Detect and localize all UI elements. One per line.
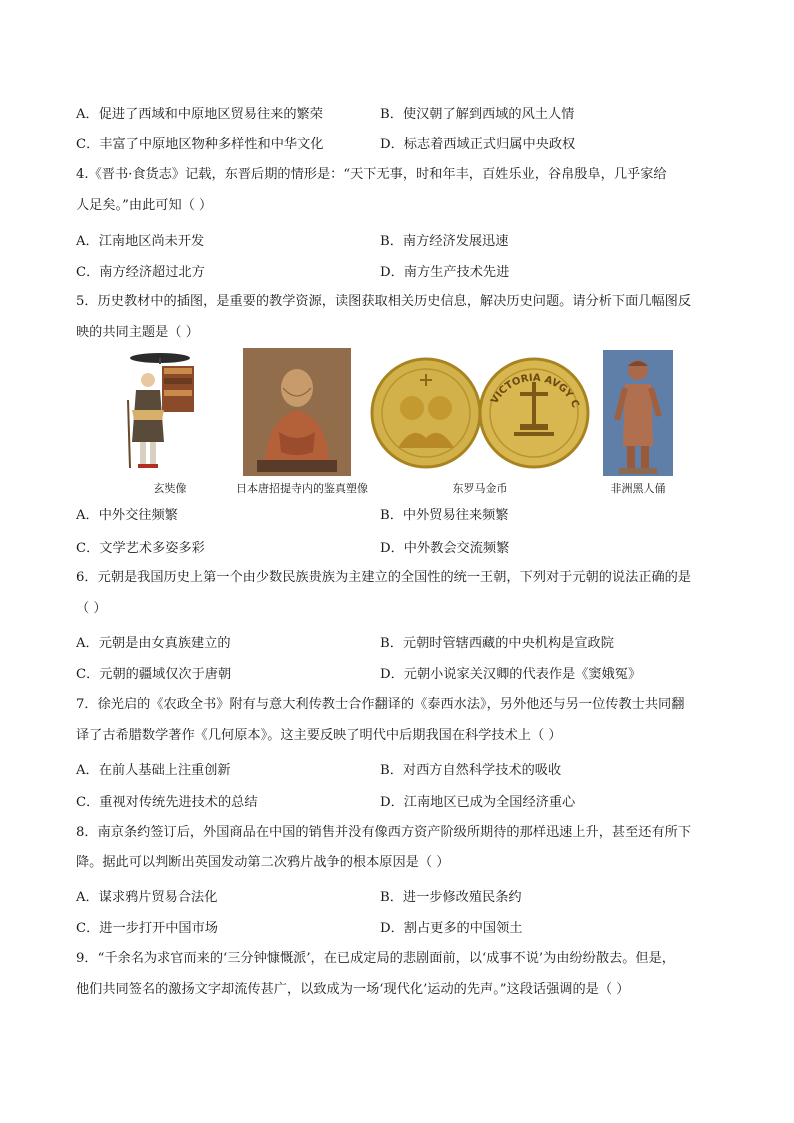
q7-option-a[interactable]: A．在前人基础上注重创新: [76, 763, 231, 778]
caption-jianzhen: 日本唐招提寺内的鉴真塑像: [236, 482, 368, 495]
q5-stem-line1: 5．历史教材中的插图，是重要的教学资源，读图获取相关历史信息，解决历史问题。请分析下面几幅图反: [76, 294, 692, 309]
african-figurine-illustration: [603, 350, 673, 476]
xuanzang-figure: [118, 350, 214, 478]
caption-african-figurine: 非洲黑人俑: [610, 482, 666, 495]
q4-stem-line1: 4.《晋书·食货志》记载，东晋后期的情形是：“天下无事，时和年丰，百姓乐业，谷帛殷阜，几乎家给: [76, 167, 667, 182]
q3-option-b[interactable]: B．使汉朝了解到西域的风土人情: [380, 107, 575, 122]
q3-option-d[interactable]: D．标志着西域正式归属中央政权: [380, 137, 576, 152]
q3-option-a[interactable]: A．促进了西域和中原地区贸易往来的繁荣: [76, 107, 323, 122]
byzantine-coin-figure: [370, 352, 590, 474]
q4-option-c[interactable]: C．南方经济超过北方: [76, 265, 205, 280]
q8-option-a[interactable]: A．谋求鸦片贸易合法化: [76, 890, 218, 905]
xuanzang-illustration: [118, 350, 214, 478]
jianzhen-statue-illustration: [243, 348, 351, 476]
q7-option-c[interactable]: C．重视对传统先进技术的总结: [76, 795, 258, 810]
q4-option-b[interactable]: B．南方经济发展迅速: [380, 234, 509, 249]
jianzhen-figure: [243, 348, 351, 476]
q8-stem-line2: 降。据此可以判断出英国发动第二次鸦片战争的根本原因是（ ）: [76, 855, 450, 870]
q7-option-b[interactable]: B．对西方自然科学技术的吸收: [380, 763, 562, 778]
q6-stem-line1: 6．元朝是我国历史上第一个由少数民族贵族为主建立的全国性的统一王朝，下列对于元朝的说法正确的是: [76, 570, 692, 585]
caption-xuanzang: 玄奘像: [153, 482, 187, 495]
q5-option-b[interactable]: B．中外贸易往来频繁: [380, 508, 509, 523]
q6-option-b[interactable]: B．元朝时管辖西藏的中央机构是宣政院: [380, 636, 614, 651]
q9-stem-line1: 9．“千余名为求官而来的‘三分钟慷慨派’，在已成定局的悲剧面前，以‘成事不说’为由纷纷散去。但是，: [76, 951, 675, 966]
q3-option-c[interactable]: C．丰富了中原地区物种多样性和中华文化: [76, 137, 324, 152]
q5-option-a[interactable]: A．中外交往频繁: [76, 508, 178, 523]
q8-option-c[interactable]: C．进一步打开中国市场: [76, 921, 218, 936]
q4-option-a[interactable]: A．江南地区尚未开发: [76, 234, 205, 249]
q5-stem-line2: 映的共同主题是（ ）: [76, 325, 199, 340]
coin-inscription: VICTORIA AVGY C: [489, 372, 581, 410]
q8-stem-line1: 8．南京条约签订后，外国商品在中国的销售并没有像西方资产阶级所期待的那样迅速上升，甚至还有所下: [76, 825, 692, 840]
q7-stem-line2: 译了古希腊数学著作《几何原本》。这主要反映了明代中后期我国在科学技术上（ ）: [76, 728, 562, 743]
q8-option-b[interactable]: B．进一步修改殖民条约: [380, 890, 522, 905]
q4-option-d[interactable]: D．南方生产技术先进: [380, 265, 510, 280]
q6-option-a[interactable]: A．元朝是由女真族建立的: [76, 636, 231, 651]
byzantine-coin-illustration: [370, 352, 590, 474]
q6-stem-line2: （ ）: [76, 601, 107, 616]
q5-option-c[interactable]: C．文学艺术多姿多彩: [76, 541, 205, 556]
q5-option-d[interactable]: D．中外教会交流频繁: [380, 541, 510, 556]
q8-option-d[interactable]: D．割占更多的中国领土: [380, 921, 523, 936]
q7-option-d[interactable]: D．江南地区已成为全国经济重心: [380, 795, 576, 810]
african-figurine-figure: [603, 350, 673, 476]
q6-option-d[interactable]: D．元朝小说家关汉卿的代表作是《窦娥冤》: [380, 667, 642, 682]
q7-stem-line1: 7．徐光启的《农政全书》附有与意大利传教士合作翻译的《泰西水法》，另外他还与另一位传教士共同翻: [76, 697, 685, 712]
q9-stem-line2: 他们共同签名的激扬文字却流传甚广，以致成为一场‘现代化’运动的先声。”这段话强调的是（ ）: [76, 982, 630, 997]
q6-option-c[interactable]: C．元朝的疆域仅次于唐朝: [76, 667, 232, 682]
caption-byzantine-coin: 东罗马金币: [452, 482, 508, 495]
q4-stem-line2: 人足矣。”由此可知（ ）: [76, 198, 213, 213]
